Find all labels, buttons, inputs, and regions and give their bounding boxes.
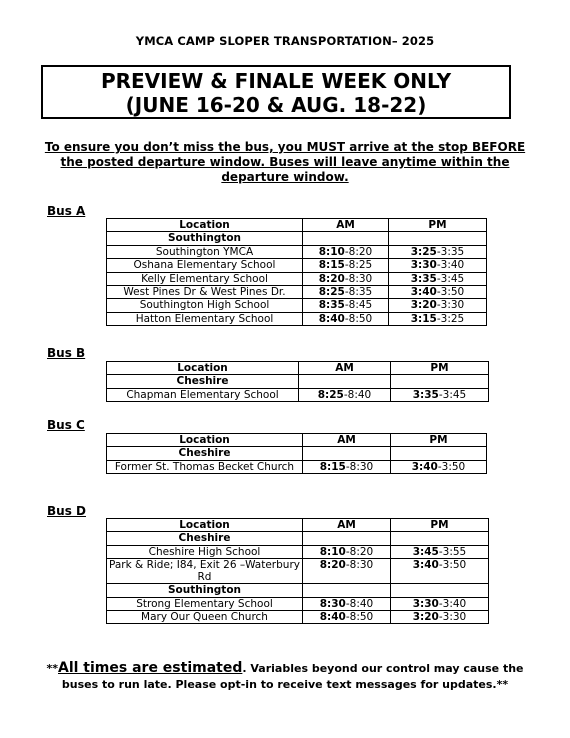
am-start: 8:40 (318, 312, 345, 325)
week-banner-line1: PREVIEW & FINALE WEEK ONLY (100, 69, 452, 93)
stop-location: West Pines Dr & West Pines Dr. (107, 285, 303, 298)
stop-location: Kelly Elementary School (107, 272, 303, 285)
am-time (303, 545, 391, 558)
am-end: -8:25 (344, 259, 373, 272)
am-time (303, 559, 391, 584)
am-end: -8:20 (344, 245, 373, 258)
document-title: YMCA CAMP SLOPER TRANSPORTATION– 2025 (135, 34, 435, 48)
table-row (107, 259, 487, 272)
pm-start: 3:25 (410, 245, 437, 258)
table-header-row (107, 434, 487, 447)
am-end: -8:20 (345, 545, 374, 558)
pm-end: -3:30 (436, 299, 465, 312)
pm-end: -3:55 (438, 545, 467, 558)
disclaimer-text: . Variables beyond our control may cause the buses to run late. Please opt-in to receive text messages for updates.** (61, 662, 524, 691)
am-time (303, 285, 389, 298)
stop-location: Cheshire High School (107, 545, 303, 558)
pm-start: 3:40 (410, 285, 437, 298)
pm-start: 3:45 (412, 545, 439, 558)
week-banner (41, 65, 511, 119)
pm-header: PM (391, 434, 487, 447)
pm-end: -3:45 (438, 388, 467, 401)
stop-location: Southington High School (107, 299, 303, 312)
table-header-row (107, 219, 487, 232)
stop-location: Park & Ride; I84, Exit 26 –Waterbury Rd (107, 559, 303, 584)
stop-location: Oshana Elementary School (107, 259, 303, 272)
am-start: 8:30 (319, 597, 346, 610)
table-header-row (107, 519, 489, 532)
pm-end: -3:45 (436, 272, 465, 285)
bus-d-label: Bus D (47, 504, 86, 518)
pm-end: -3:25 (436, 312, 465, 325)
pm-end: -3:40 (436, 259, 465, 272)
pm-time (389, 272, 487, 285)
table-row (107, 272, 487, 285)
am-end: -8:50 (344, 312, 373, 325)
disclaimer-emphasis: All times are estimated (58, 660, 243, 676)
am-end: -8:45 (344, 299, 373, 312)
am-start: 8:10 (318, 245, 345, 258)
table-row (107, 545, 489, 558)
bus-d-schedule-table (106, 518, 489, 624)
region-row (107, 232, 487, 245)
am-start: 8:20 (318, 272, 345, 285)
pm-end: -3:50 (436, 285, 465, 298)
location-header: Location (107, 219, 303, 232)
pm-end: -3:40 (438, 597, 467, 610)
region-label: Cheshire (107, 532, 303, 545)
table-row (107, 388, 489, 401)
region-label: Cheshire (107, 375, 299, 388)
location-header: Location (107, 434, 303, 447)
table-row (107, 610, 489, 623)
bus-c-schedule-table (106, 433, 487, 474)
pm-header: PM (389, 219, 487, 232)
stop-location: Chapman Elementary School (107, 388, 299, 401)
am-time (303, 312, 389, 325)
region-row (107, 447, 487, 460)
pm-end: -3:35 (436, 245, 465, 258)
region-row (107, 532, 489, 545)
am-header: AM (303, 434, 391, 447)
table-row (107, 460, 487, 473)
pm-time (389, 299, 487, 312)
region-row (107, 375, 489, 388)
am-end: -8:50 (345, 610, 374, 623)
am-end: -8:30 (345, 559, 374, 572)
pm-end: -3:50 (437, 460, 466, 473)
table-row (107, 559, 489, 584)
pm-start: 3:30 (412, 597, 439, 610)
pm-start: 3:35 (412, 388, 439, 401)
region-label: Southington (107, 584, 303, 597)
am-header: AM (299, 362, 391, 375)
pm-start: 3:20 (412, 610, 439, 623)
am-start: 8:25 (318, 285, 345, 298)
pm-start: 3:15 (410, 312, 437, 325)
bus-a-label: Bus A (47, 204, 86, 218)
stop-location: Mary Our Queen Church (107, 610, 303, 623)
pm-time (391, 388, 489, 401)
region-label: Southington (107, 232, 303, 245)
bus-a-schedule-table (106, 218, 487, 326)
am-end: -8:35 (344, 285, 373, 298)
table-row (107, 285, 487, 298)
bus-b-schedule-table (106, 361, 489, 402)
pm-end: -3:50 (438, 559, 467, 572)
am-header: AM (303, 519, 391, 532)
table-row (107, 299, 487, 312)
stop-location: Southington YMCA (107, 245, 303, 258)
pm-time (389, 312, 487, 325)
am-time (303, 245, 389, 258)
am-end: -8:30 (345, 460, 374, 473)
pm-time (389, 245, 487, 258)
am-start: 8:10 (319, 545, 346, 558)
am-end: -8:40 (345, 597, 374, 610)
am-time (303, 259, 389, 272)
pm-start: 3:30 (410, 259, 437, 272)
estimate-disclaimer (30, 660, 540, 693)
am-time (303, 272, 389, 285)
pm-time (389, 285, 487, 298)
stop-location: Hatton Elementary School (107, 312, 303, 325)
pm-start: 3:35 (410, 272, 437, 285)
table-row (107, 312, 487, 325)
am-start: 8:35 (318, 299, 345, 312)
am-start: 8:20 (319, 559, 346, 572)
location-header: Location (107, 362, 299, 375)
pm-time (391, 460, 487, 473)
pm-start: 3:40 (411, 460, 438, 473)
pm-time (391, 559, 489, 584)
am-time (303, 597, 391, 610)
am-start: 8:25 (317, 388, 344, 401)
region-row (107, 584, 489, 597)
pm-time (391, 597, 489, 610)
pm-header: PM (391, 362, 489, 375)
week-banner-line2: (JUNE 16-20 & AUG. 18-22) (125, 93, 427, 117)
bus-c-label: Bus C (47, 418, 85, 432)
am-start: 8:15 (318, 259, 345, 272)
am-time (303, 299, 389, 312)
pm-time (391, 610, 489, 623)
pm-time (389, 259, 487, 272)
am-time (303, 460, 391, 473)
am-time (303, 610, 391, 623)
am-time (299, 388, 391, 401)
stop-location: Strong Elementary School (107, 597, 303, 610)
am-end: -8:40 (343, 388, 372, 401)
table-header-row (107, 362, 489, 375)
pm-end: -3:30 (438, 610, 467, 623)
am-start: 8:15 (319, 460, 346, 473)
am-end: -8:30 (344, 272, 373, 285)
region-label: Cheshire (107, 447, 303, 460)
location-header: Location (107, 519, 303, 532)
pm-header: PM (391, 519, 489, 532)
bus-b-label: Bus B (47, 346, 86, 360)
table-row (107, 245, 487, 258)
arrival-notice: To ensure you don’t miss the bus, you MUST arrive at the stop BEFORE the posted departure window. Buses will leave anytime within the departure window. (44, 140, 526, 184)
am-header: AM (303, 219, 389, 232)
pm-start: 3:40 (412, 559, 439, 572)
disclaimer-prefix: ** (46, 662, 58, 675)
pm-time (391, 545, 489, 558)
pm-start: 3:20 (410, 299, 437, 312)
am-start: 8:40 (319, 610, 346, 623)
stop-location: Former St. Thomas Becket Church (107, 460, 303, 473)
table-row (107, 597, 489, 610)
